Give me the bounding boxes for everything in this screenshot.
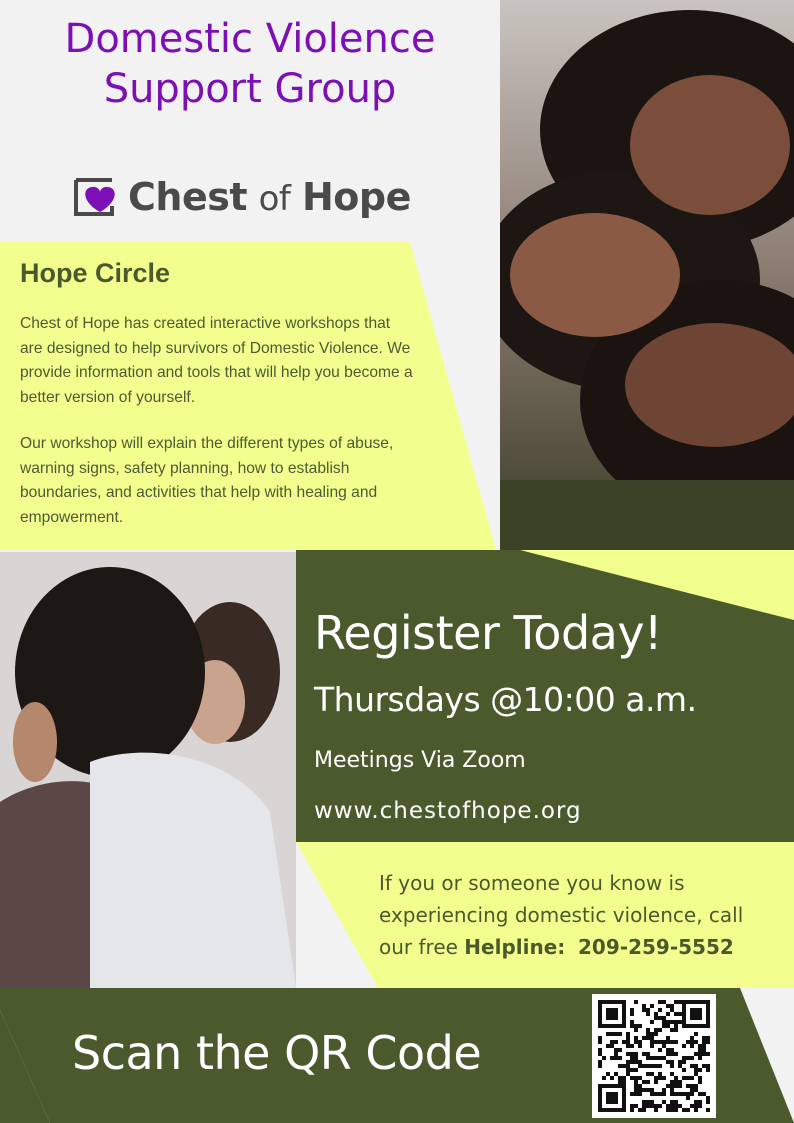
register-today-heading: Register Today!: [314, 606, 662, 660]
title-line-2: Support Group: [103, 66, 397, 112]
hope-circle-heading: Hope Circle: [20, 258, 171, 288]
workshop-description: Chest of Hope has created interactive workshops that are designed to help survivors of Domestic Violence. We provide information and tools that will help you become a better version of yourself.: [20, 315, 413, 406]
helpline-message: [379, 867, 779, 963]
logo-wordmark: Chest of Hope: [128, 175, 411, 219]
photo-three-women: [500, 0, 794, 550]
helpline-line-3: our free Helpline: 209-259-5552: [379, 935, 734, 959]
meeting-format: Meetings Via Zoom: [314, 748, 526, 773]
scan-qr-heading: Scan the QR Code: [72, 1026, 482, 1080]
helpline-line-1: If you or someone you know is: [379, 871, 685, 895]
photo-embrace: [0, 552, 296, 988]
helpline-phone[interactable]: 209-259-5552: [578, 935, 734, 959]
helpline-label: Helpline:: [464, 935, 566, 959]
meeting-schedule: Thursdays @10:00 a.m.: [314, 680, 697, 719]
qr-code[interactable]: [592, 994, 716, 1118]
helpline-line-2: experiencing domestic violence, call: [379, 903, 744, 927]
chest-of-hope-logo: [72, 172, 411, 222]
workshop-topics: Our workshop will explain the different types of abuse, warning signs, safety planning, how to establish boundaries, and activities that help with healing and empowerment.: [20, 435, 394, 526]
title-line-1: Domestic Violence: [64, 16, 436, 62]
page-title: [0, 14, 500, 114]
website-link[interactable]: www.chestofhope.org: [314, 798, 582, 824]
heart-in-box-icon: [72, 176, 122, 218]
